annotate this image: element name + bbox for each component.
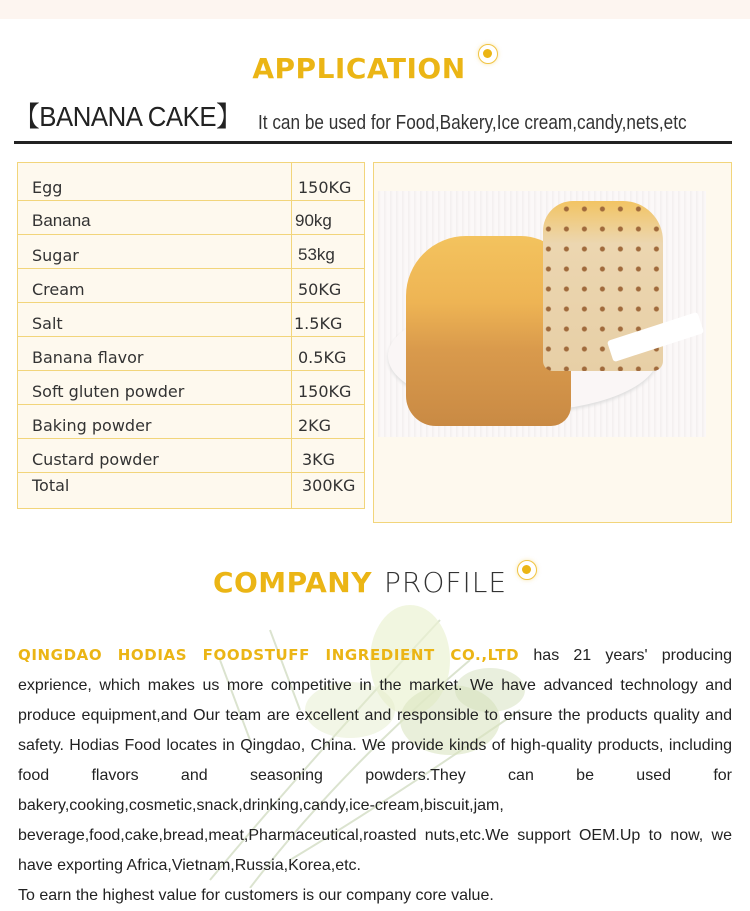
ingredient-cell: Cream <box>18 269 292 303</box>
ingredient-cell: Banana flavor <box>18 337 292 371</box>
table-row <box>18 337 365 371</box>
target-dot-icon <box>517 560 537 580</box>
table-row <box>18 371 365 405</box>
ingredient-cell: Banana <box>18 201 292 235</box>
amount-cell: 150KG <box>292 163 365 201</box>
amount-cell: 53kg <box>292 235 365 269</box>
table-row <box>18 269 365 303</box>
ingredient-cell: Egg <box>18 163 292 201</box>
application-heading <box>0 52 750 85</box>
company-title-rest: PROFILE <box>384 566 508 599</box>
company-title-highlight: COMPANY <box>212 566 372 599</box>
table-row <box>18 303 365 337</box>
amount-cell: 1.5KG <box>292 303 365 337</box>
amount-cell: 2KG <box>292 405 365 439</box>
banana-cake-image <box>378 191 706 437</box>
ingredient-cell: Baking powder <box>18 405 292 439</box>
amount-cell: 90kg <box>292 201 365 235</box>
product-usage: It can be used for Food,Bakery,Ice cream,candy,nets,etc <box>258 112 687 134</box>
amount-cell: 50KG <box>292 269 365 303</box>
product-subheading <box>14 102 732 144</box>
amount-cell: 150KG <box>292 371 365 405</box>
amount-cell: 300KG <box>292 473 365 509</box>
table-row-total <box>18 473 365 509</box>
top-band <box>0 0 750 19</box>
product-name: 【BANANA CAKE】 <box>14 101 242 132</box>
core-value-text: To earn the highest value for customers is our company core value. <box>18 887 494 904</box>
application-title: APPLICATION <box>252 52 466 85</box>
table-row <box>18 235 365 269</box>
company-profile-heading <box>0 566 750 599</box>
target-dot-icon <box>478 44 498 64</box>
amount-cell: 0.5KG <box>292 337 365 371</box>
ingredient-cell: Custard powder <box>18 439 292 473</box>
ingredient-cell: Total <box>18 473 292 509</box>
ingredient-cell: Salt <box>18 303 292 337</box>
profile-body: has 21 years' producing exprience, which makes us more competitive in the market. We have advanced technology and produce equipment,and Our team are excellent and responsible to ensure the products quality and safety. Hodias Food locates in Qingdao, China. We provide kinds of high-quality products, including food flavors and seasoning powders.They can be used for bakery,cooking,cosmetic,snack,drinking,candy,ice-cream,biscuit,jam, beverage,food,cake,bread,meat,Pharmaceutical,roasted nuts,etc.We support OEM.Up to now, we have exporting Africa,Vietnam,Russia,Korea,etc. <box>18 647 733 874</box>
profile-paragraph <box>18 640 732 881</box>
ingredient-cell: Sugar <box>18 235 292 269</box>
table-row <box>18 201 365 235</box>
company-name: QINGDAO HODIAS FOODSTUFF INGREDIENT CO.,LTD <box>18 646 520 664</box>
ingredient-cell: Soft gluten powder <box>18 371 292 405</box>
table-row <box>18 439 365 473</box>
company-profile-text <box>18 640 732 911</box>
recipe-table <box>17 162 365 509</box>
table-row <box>18 405 365 439</box>
table-row <box>18 163 365 201</box>
amount-cell: 3KG <box>292 439 365 473</box>
